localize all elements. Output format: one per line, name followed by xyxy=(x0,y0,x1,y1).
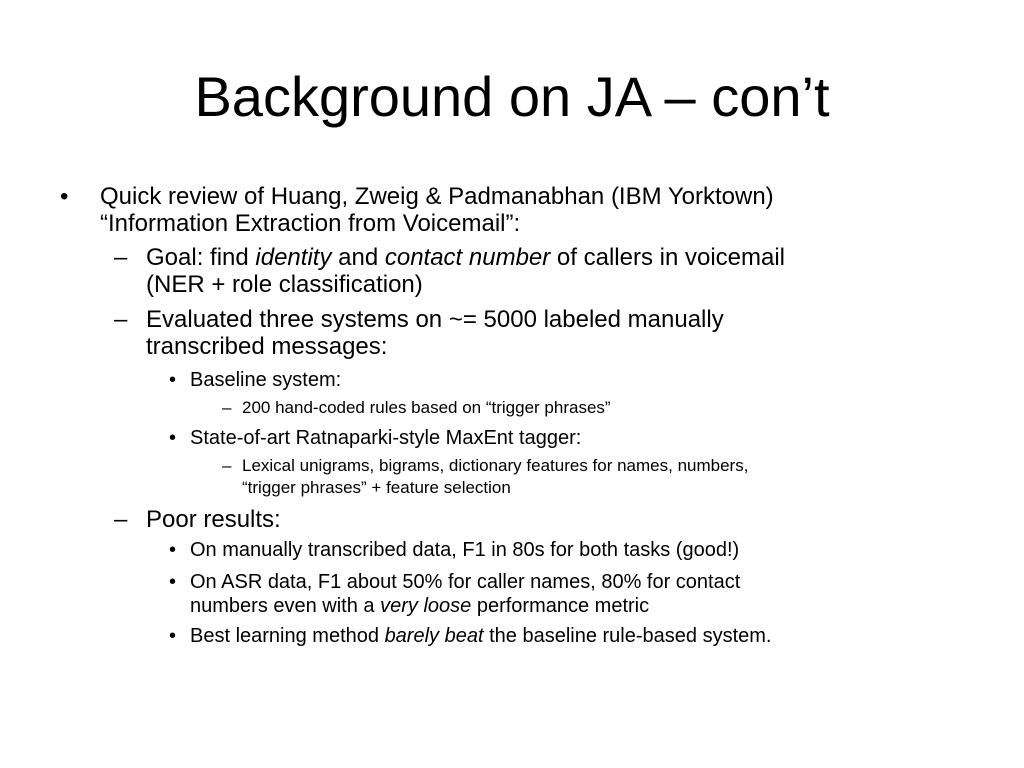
dash-marker: – xyxy=(114,506,128,533)
bullet-text xyxy=(146,244,785,298)
text-line: (NER + role classification) xyxy=(146,271,423,298)
text-span: of callers in voicemail xyxy=(550,244,786,271)
bullet-text xyxy=(190,368,341,392)
bullet-text xyxy=(242,397,611,419)
dash-marker: – xyxy=(114,306,128,333)
text-line: Evaluated three systems on ~= 5000 labeled manually xyxy=(146,306,724,333)
emphasis-text: barely beat xyxy=(384,625,484,647)
bullet-marker: • xyxy=(60,183,69,210)
dash-marker: – xyxy=(222,456,232,475)
bullet-text xyxy=(146,506,281,533)
bullet-text xyxy=(100,183,774,237)
text-line: Lexical unigrams, bigrams, dictionary features for names, numbers, xyxy=(242,456,749,475)
text-line: “Information Extraction from Voicemail”: xyxy=(100,210,521,237)
bullet-text xyxy=(190,426,581,450)
bullet-text xyxy=(146,306,724,360)
text-line: State-of-art Ratnaparki-style MaxEnt tagger: xyxy=(190,427,582,449)
dash-marker: – xyxy=(114,244,128,271)
bullet-text xyxy=(242,455,748,499)
bullet-text xyxy=(190,570,740,618)
bullet-marker: • xyxy=(169,571,177,593)
text-line: 200 hand-coded rules based on “trigger phrases” xyxy=(242,398,611,417)
text-span: performance metric xyxy=(471,595,650,617)
text-line: “trigger phrases” + feature selection xyxy=(242,478,511,497)
text-span: numbers even with a xyxy=(190,595,381,617)
text-line xyxy=(190,594,740,618)
emphasis-text: contact number xyxy=(384,244,551,271)
slide-title: Background on JA – con’t xyxy=(194,65,830,128)
text-line: Baseline system: xyxy=(190,369,342,391)
emphasis-text: identity xyxy=(255,244,332,271)
text-line: On ASR data, F1 about 50% for caller names, 80% for contact xyxy=(190,571,741,593)
bullet-marker: • xyxy=(169,625,177,647)
bullet-text xyxy=(190,538,739,562)
bullet-text xyxy=(190,624,771,648)
text-line: Poor results: xyxy=(146,506,281,533)
dash-marker: – xyxy=(222,398,232,417)
text-span: Goal: find xyxy=(146,244,256,271)
text-line: On manually transcribed data, F1 in 80s for both tasks (good!) xyxy=(190,539,740,561)
text-line: transcribed messages: xyxy=(146,333,388,360)
text-line xyxy=(190,624,771,648)
emphasis-text: very loose xyxy=(380,595,472,617)
text-span: the baseline rule-based system. xyxy=(483,625,772,647)
text-line: Quick review of Huang, Zweig & Padmanabhan (IBM Yorktown) xyxy=(100,183,774,210)
bullet-marker: • xyxy=(169,427,177,449)
text-span: and xyxy=(331,244,385,271)
text-line xyxy=(146,244,785,271)
text-span: Best learning method xyxy=(190,625,385,647)
bullet-marker: • xyxy=(169,369,177,391)
bullet-marker: • xyxy=(169,539,177,561)
